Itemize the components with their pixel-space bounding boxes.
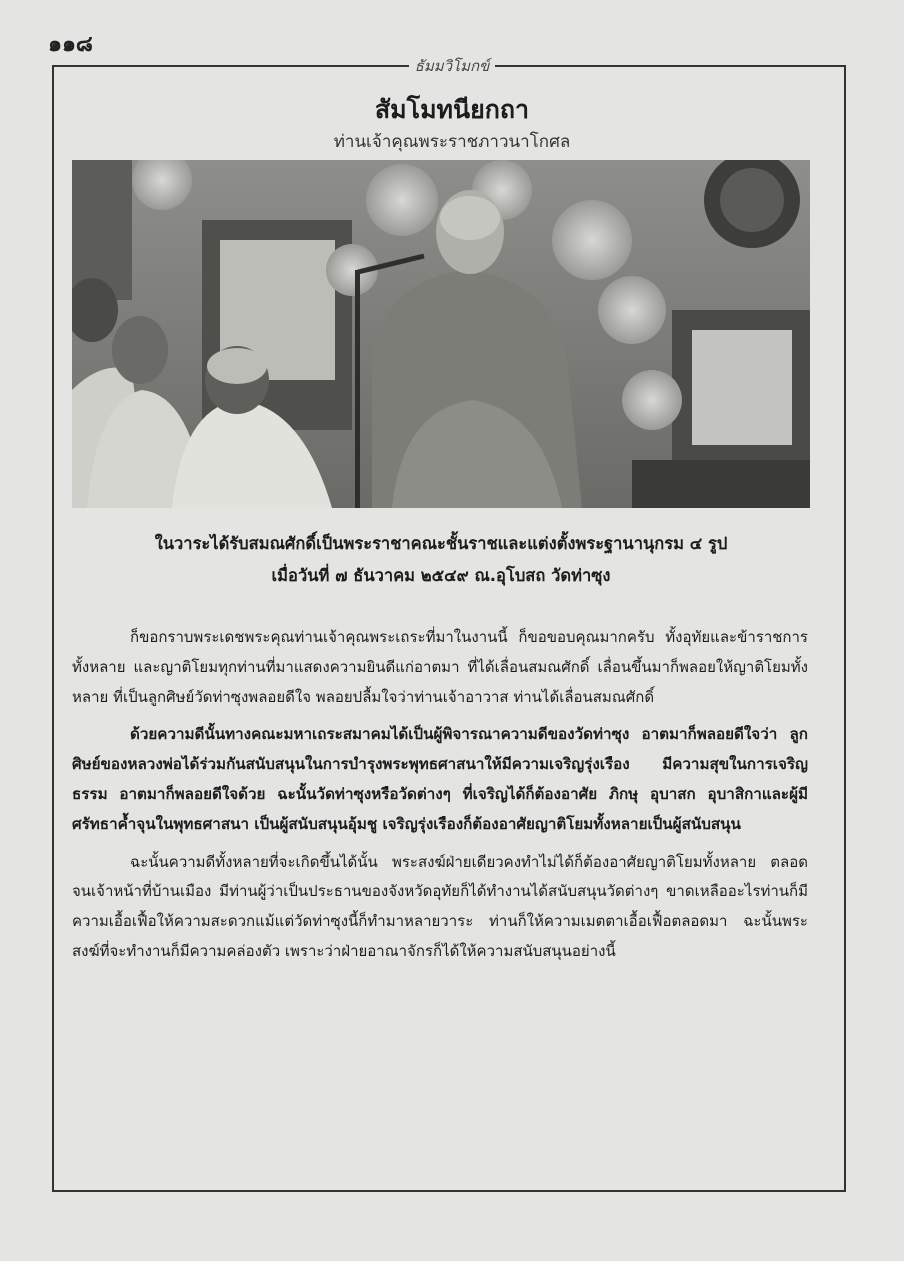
paragraph-1: ก็ขอกราบพระเดชพระคุณท่านเจ้าคุณพระเถระที่มาในงานนี้ ก็ขอขอบคุณมากครับ ทั้งอุทัยและข้าราชการทั้งหลาย และญาติโยมทุกท่านที่มาแสดงความยินดีแก่อาตมา ที่ได้เลื่อนสมณศักดิ์ เลื่อนขึ้นมาก็พลอยให้ญาติโยมทั้งหลาย ที่เป็นลูกศิษย์วัดท่าซุงพลอยดีใจ พลอยปลื้มใจว่าท่านเจ้าอาวาส ท่านได้เลื่อนสมณศักดิ์ [72,628,808,706]
page-title: สัมโมทนียกถา [374,95,530,124]
running-header-text: ธัมมวิโมกข์ [409,57,496,75]
page-number: ๑๑๘ [48,32,93,57]
photo-illustration [72,160,810,508]
paragraph-2: ด้วยความดีนั้นทางคณะมหาเถระสมาคมได้เป็นผู้พิจารณาความดีของวัดท่าซุง อาตมาก็พลอยดีใจว่า ลูกศิษย์ของหลวงพ่อได้ร่วมกันสนับสนุนในการบำรุงพระพุทธศาสนาให้มีความเจริญรุ่งเรือง มีความสุขในการเจริญธรรม อาตมาก็พลอยดีใจด้วย ฉะนั้นวัดท่าซุงหรือวัดต่างๆ ที่เจริญได้ก็ต้องอาศัย ภิกษุ อุบาสก อุบาสิกาและผู้มีศรัทธาค้ำจุนในพุทธศาสนา เป็นผู้สนับสนุนอุ้มชู เจริญรุ่งเรืองก็ต้องอาศัยญาติโยมทั้งหลายเป็นผู้สนับสนุน [72,725,808,833]
photo-caption [72,528,810,592]
body-text [72,623,808,975]
caption-line-1: ในวาระได้รับสมณศักดิ์เป็นพระราชาคณะชั้นราชและแต่งตั้งพระฐานานุกรม ๔ รูป [154,534,728,553]
paragraph-3: ฉะนั้นความดีทั้งหลายที่จะเกิดขึ้นได้นั้น พระสงฆ์ฝ่ายเดียวคงทำไม่ได้ก็ต้องอาศัยญาติโยมทั้งหลาย ตลอดจนเจ้าหน้าที่บ้านเมือง มีท่านผู้ว่าเป็นประธานของจังหวัดอุทัยก็ได้ทำงานได้สนับสนุนวัดต่างๆ ขาดเหลืออะไรท่านก็มีความเอื้อเฟื้อให้ความสะดวกแม้แต่วัดท่าซุงนี้ก็ทำมาหลายวาระ ท่านก็ให้ความเมตตาเอื้อเฟื้อตลอดมา ฉะนั้นพระสงฆ์ที่จะทำงานก็มีความคล่องตัว เพราะว่าฝ่ายอาณาจักรก็ได้ให้ความสนับสนุนอย่างนี้ [72,852,808,960]
monk-speaking-photo [72,160,810,508]
caption-line-2: เมื่อวันที่ ๗ ธันวาคม ๒๕๔๙ ณ.อุโบสถ วัดท่าซุง [271,566,611,585]
running-header [0,54,904,78]
page-subtitle: ท่านเจ้าคุณพระราชภาวนาโกศล [333,132,571,152]
